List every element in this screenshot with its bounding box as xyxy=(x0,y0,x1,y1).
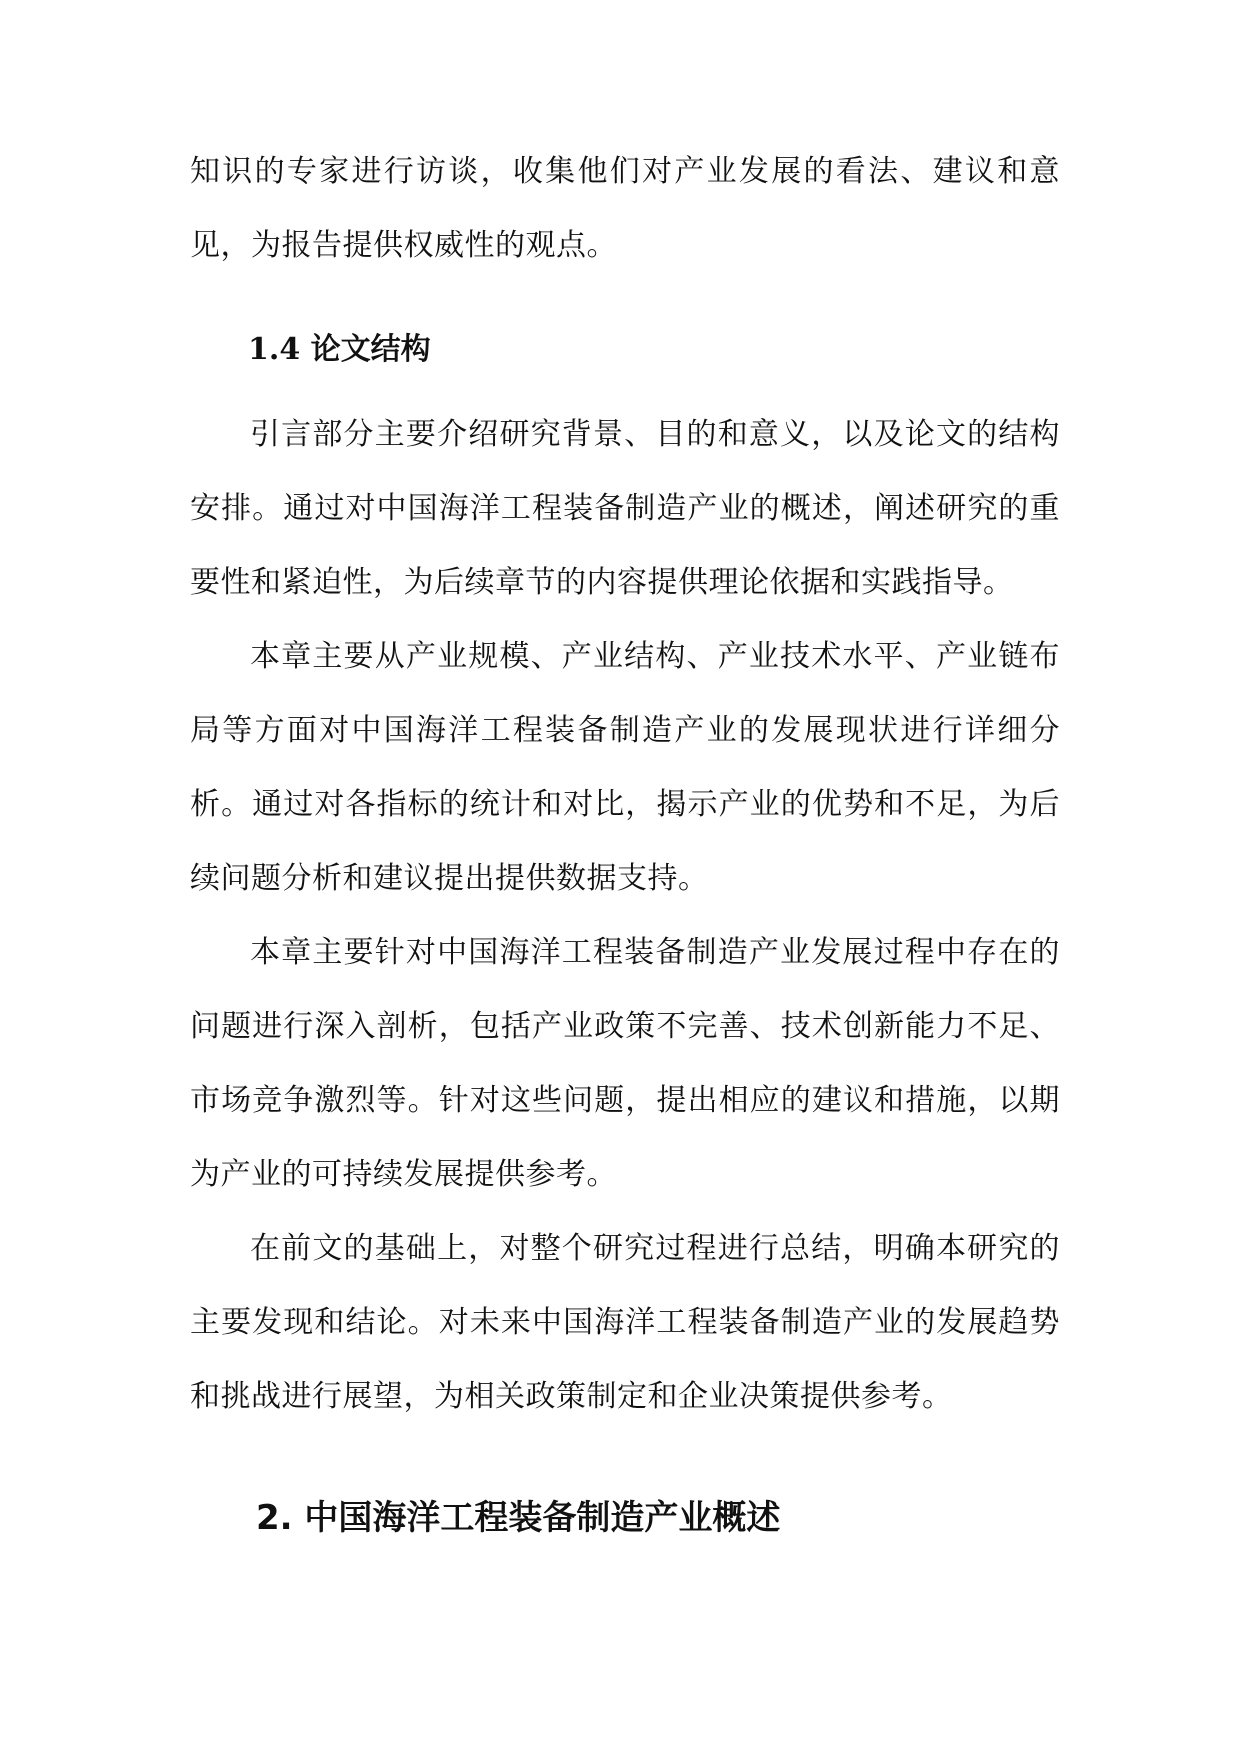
paragraph-introduction-overview: 引言部分主要介绍研究背景、目的和意义，以及论文的结构安排。通过对中国海洋工程装备制造产业的概述，阐述研究的重要性和紧迫性，为后续章节的内容提供理论依据和实践指导。 xyxy=(190,417,1060,600)
chapter-heading-industry-overview: 2. 中国海洋工程装备制造产业概述 xyxy=(256,1498,781,1538)
paragraph-industry-problems: 本章主要针对中国海洋工程装备制造产业发展过程中存在的问题进行深入剖析，包括产业政策不完善、技术创新能力不足、市场竞争激烈等。针对这些问题，提出相应的建议和措施，以期为产业的可持续发展提供参考。 xyxy=(190,935,1060,1192)
paragraph-industry-status: 本章主要从产业规模、产业结构、产业技术水平、产业链布局等方面对中国海洋工程装备制造产业的发展现状进行详细分析。通过对各指标的统计和对比，揭示产业的优势和不足，为后续问题分析和建议提出提供数据支持。 xyxy=(190,639,1060,896)
paragraph-conclusion-outlook: 在前文的基础上，对整个研究过程进行总结，明确本研究的主要发现和结论。对未来中国海洋工程装备制造产业的发展趋势和挑战进行展望，为相关政策制定和企业决策提供参考。 xyxy=(190,1231,1060,1414)
section-heading-thesis-structure: 1.4 论文结构 xyxy=(248,332,431,367)
paragraph-interview-methods: 知识的专家进行访谈，收集他们对产业发展的看法、建议和意见，为报告提供权威性的观点。 xyxy=(190,154,1060,263)
